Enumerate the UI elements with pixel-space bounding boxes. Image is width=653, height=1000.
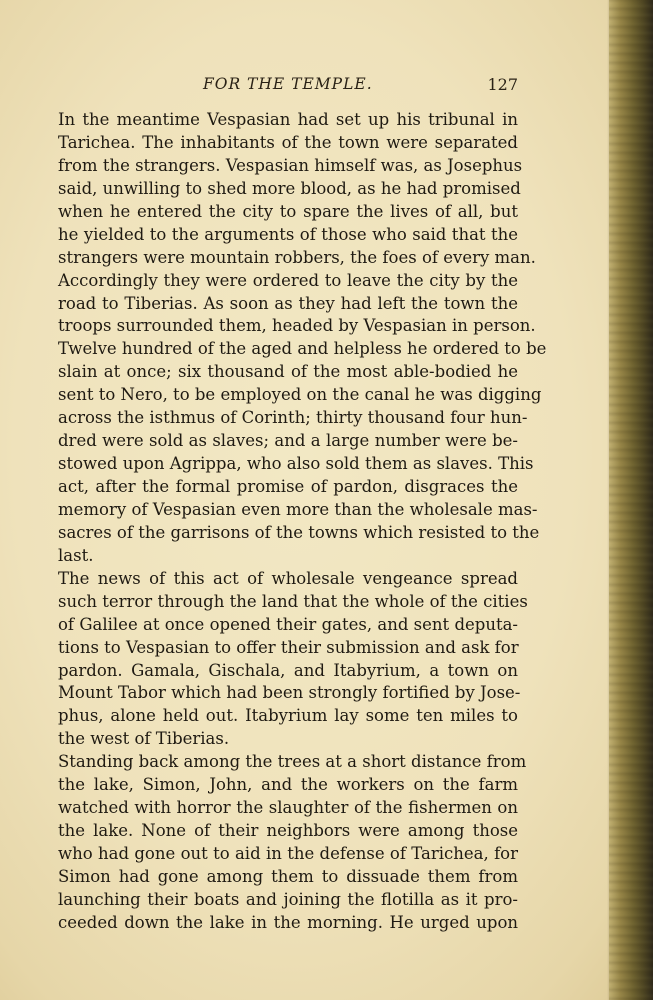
text-line: from the strangers. Vespasian himself was, as Josephus	[58, 155, 523, 175]
text-line: troops surrounded them, headed by Vespasian in person.	[58, 316, 536, 336]
text-line: across the isthmus of Corinth; thirty thousand four hun-	[58, 408, 528, 428]
text-line: sacres of the garrisons of the towns which resisted to the	[58, 522, 540, 542]
text-line: launching their boats and joining the flotilla as it pro-	[58, 889, 518, 909]
text-line: last.	[58, 545, 94, 565]
text-line: strangers were mountain robbers, the foes of every man.	[58, 247, 536, 267]
text-line: when he entered the city to spare the lives of all, but	[58, 201, 518, 221]
text-line: phus, alone held out. Itabyrium lay some ten miles to	[58, 706, 518, 726]
text-line: he yielded to the arguments of those who said that the	[58, 224, 518, 244]
text-line: act, after the formal promise of pardon, disgraces the	[58, 477, 518, 496]
text-line: the lake, Simon, John, and the workers on the farm	[58, 775, 518, 795]
text-line: watched with horror the slaughter of the fishermen on	[58, 798, 518, 818]
text-line: who had gone out to aid in the defense of Tarichea, for	[58, 844, 518, 863]
text-line: The news of this act of wholesale vengeance spread	[58, 568, 518, 588]
text-line: Standing back among the trees at a short distance from	[58, 752, 527, 772]
page-header	[58, 75, 518, 97]
text-line: dred were sold as slaves; and a large number were be-	[58, 431, 518, 451]
text-line: tions to Vespasian to offer their submission and ask for	[58, 637, 519, 657]
text-line: slain at once; six thousand of the most able-bodied he	[58, 362, 518, 382]
text-line: of Galilee at once opened their gates, and sent deputa-	[58, 614, 518, 634]
text-line: Tarichea. The inhabitants of the town were separated	[58, 132, 518, 152]
text-line: Simon had gone among them to dissuade them from	[58, 866, 518, 886]
body-text	[58, 109, 547, 935]
text-line: sent to Nero, to be employed on the canal he was digging	[58, 385, 542, 405]
text-line: Twelve hundred of the aged and helpless he ordered to be	[58, 339, 547, 359]
text-line: Accordingly they were ordered to leave the city by the	[58, 270, 518, 290]
text-line: memory of Vespasian even more than the wholesale mas-	[58, 499, 538, 519]
text-line: said, unwilling to shed more blood, as he had promised	[58, 178, 521, 198]
text-line: Mount Tabor which had been strongly fortified by Jose-	[58, 683, 521, 703]
text-line: such terror through the land that the whole of the cities	[58, 591, 528, 611]
text-line: road to Tiberias. As soon as they had left the town the	[58, 293, 518, 313]
running-title: FOR THE TEMPLE.	[203, 75, 373, 93]
text-line: In the meantime Vespasian had set up his tribunal in	[58, 110, 518, 129]
page-number: 127	[487, 75, 518, 94]
text-line: ceeded down the lake in the morning. He urged upon	[58, 912, 518, 932]
text-line: the lake. None of their neighbors were among those	[58, 821, 518, 841]
text-line: pardon. Gamala, Gischala, and Itabyrium, a town on	[58, 660, 518, 680]
text-line: stowed upon Agrippa, who also sold them as slaves. This	[58, 454, 534, 474]
text-line: the west of Tiberias.	[58, 729, 230, 749]
book-spine	[609, 0, 653, 1000]
